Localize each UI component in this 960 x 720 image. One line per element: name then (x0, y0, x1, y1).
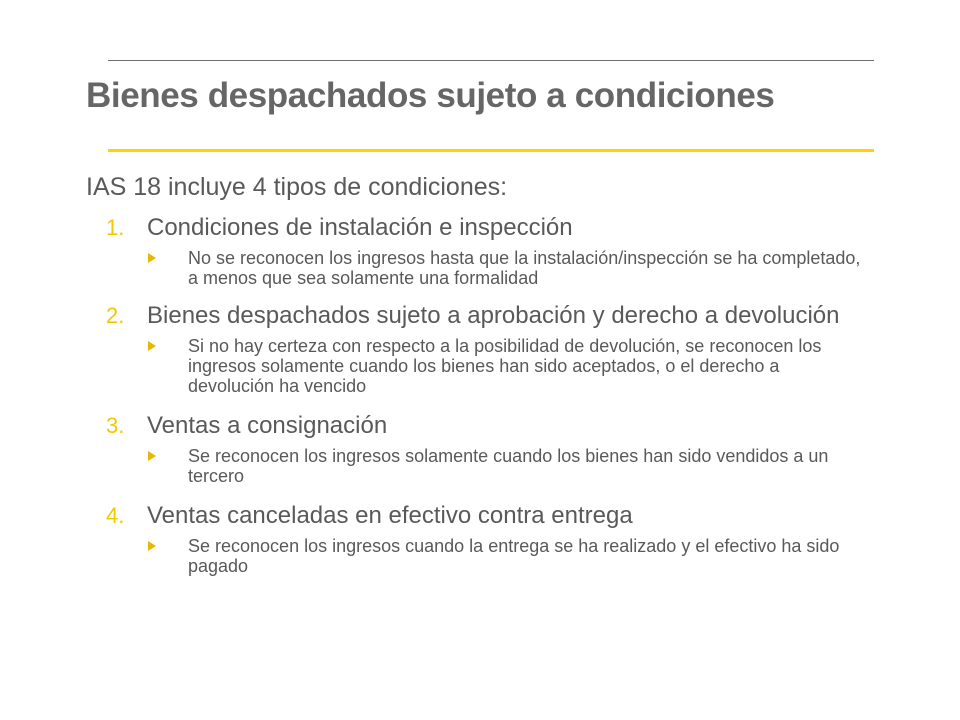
triangle-bullet-icon (148, 541, 156, 551)
triangle-bullet-icon (148, 341, 156, 351)
condition-installation-inspection (106, 212, 906, 288)
condition-number: 4. (106, 503, 125, 528)
condition-detail (188, 446, 903, 486)
condition-detail-text: Se reconocen los ingresos solamente cuando los bienes han sido vendidos a un tercero (188, 446, 829, 486)
condition-detail (188, 248, 903, 288)
condition-detail-text: Si no hay certeza con respecto a la posibilidad de devolución, se reconocen los ingresos solamente cuando los bienes han sido aceptados, o el derecho a devolución ha vencido (188, 336, 822, 396)
condition-approval-return (106, 300, 906, 396)
condition-title: Condiciones de instalación e inspección (147, 214, 573, 241)
condition-heading (106, 300, 906, 332)
condition-number: 2. (106, 303, 125, 328)
condition-detail-text: Se reconocen los ingresos cuando la entrega se ha realizado y el efectivo ha sido pagado (188, 536, 840, 576)
condition-title: Ventas a consignación (147, 412, 388, 439)
triangle-bullet-icon (148, 253, 156, 263)
condition-detail (188, 336, 903, 396)
condition-title: Ventas canceladas en efectivo contra entrega (147, 502, 633, 529)
condition-number: 1. (106, 215, 125, 240)
condition-detail-text: No se reconocen los ingresos hasta que la instalación/inspección se ha completado, a menos que sea solamente una formalidad (188, 248, 861, 288)
condition-heading (106, 500, 906, 532)
condition-consignment-sales (106, 410, 906, 486)
condition-cash-on-delivery (106, 500, 906, 576)
intro-text: IAS 18 incluye 4 tipos de condiciones: (86, 173, 508, 201)
triangle-bullet-icon (148, 451, 156, 461)
slide-title: Bienes despachados sujeto a condiciones (86, 76, 775, 115)
top-divider (108, 60, 874, 61)
condition-number: 3. (106, 413, 125, 438)
condition-heading (106, 410, 906, 442)
condition-detail (188, 536, 903, 576)
condition-title: Bienes despachados sujeto a aprobación y derecho a devolución (147, 302, 840, 329)
condition-heading (106, 212, 906, 244)
title-accent-divider (108, 149, 874, 152)
